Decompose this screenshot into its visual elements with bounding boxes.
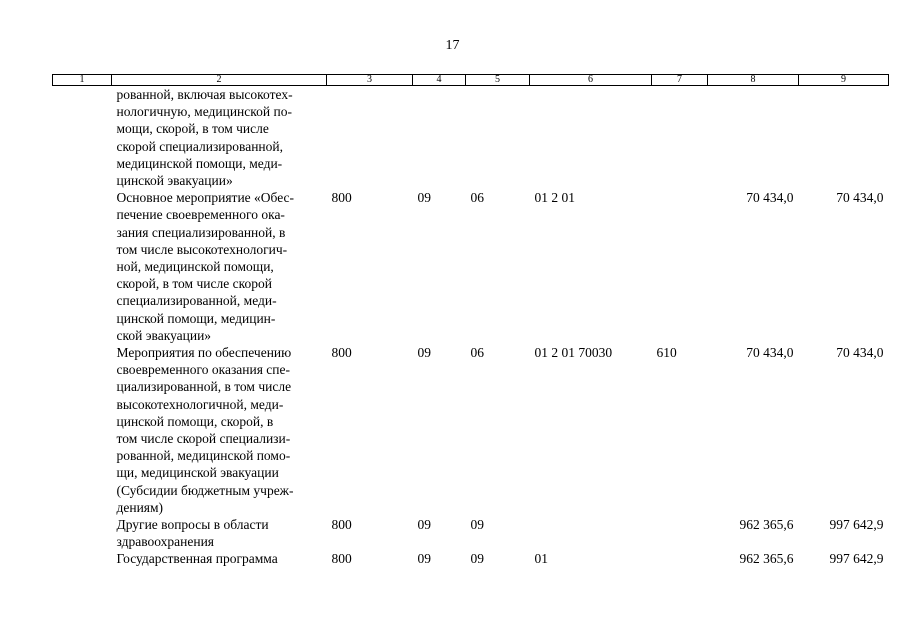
item-name-cell <box>112 344 327 516</box>
amount-year1-cell: 962 365,6 <box>739 551 794 567</box>
subsection-cell: 06 <box>470 190 484 206</box>
amount-year2-cell: 997 642,9 <box>829 551 884 567</box>
item-name-cell <box>112 86 327 190</box>
item-name-line: том числе скорой специализи- <box>116 431 291 447</box>
amount-year2-cell: 70 434,0 <box>836 190 884 206</box>
item-name-line: рованной, медицинской помо- <box>116 448 291 464</box>
item-name-line: цинской помощи, медицин- <box>116 310 276 326</box>
section-cell: 09 <box>417 551 431 567</box>
target-article-cell <box>530 516 652 550</box>
row-number-cell <box>53 344 112 516</box>
row-number-cell <box>53 86 112 190</box>
item-name-line: специализированной, меди- <box>116 293 277 309</box>
item-name-line: своевременного оказания спе- <box>116 362 291 378</box>
table-row <box>53 189 889 344</box>
ministry-code-cell: 800 <box>331 345 352 361</box>
header-cell: 7 <box>652 75 708 86</box>
item-name-line: ной, медицинской помощи, <box>116 259 274 275</box>
item-name-line: скорой, в том числе скорой <box>116 276 272 292</box>
amount-year1-cell: 70 434,0 <box>746 345 794 361</box>
header-cell: 1 <box>53 75 112 86</box>
item-name-line: цинской эвакуации» <box>116 173 233 189</box>
subsection-cell <box>466 86 530 190</box>
table-row <box>53 516 889 550</box>
table-header <box>53 75 889 86</box>
amount-year1-cell <box>708 86 799 190</box>
ministry-code-cell: 800 <box>331 551 352 567</box>
header-row <box>53 75 889 86</box>
subsection-cell: 09 <box>470 517 484 533</box>
item-name-line: дениям) <box>116 499 164 515</box>
item-name-cell <box>112 550 327 567</box>
item-name-line: ской эвакуации» <box>116 327 212 343</box>
ministry-code-cell: 800 <box>331 517 352 533</box>
amount-year2-cell: 997 642,9 <box>829 517 884 533</box>
amount-year2-cell: 70 434,0 <box>836 345 884 361</box>
target-article-cell: 01 2 01 <box>534 190 575 206</box>
section-cell: 09 <box>417 345 431 361</box>
table-row <box>53 86 889 190</box>
amount-year2-cell <box>799 86 889 190</box>
amount-year1-cell: 962 365,6 <box>739 517 794 533</box>
item-name-line: нологичную, медицинской по- <box>116 104 292 120</box>
item-name-line: циализированной, в том числе <box>116 379 292 395</box>
item-name-line: Мероприятия по обеспечению <box>116 345 292 361</box>
amount-year1-cell: 70 434,0 <box>746 190 794 206</box>
item-name-line: здравоохранения <box>116 534 215 550</box>
header-cell: 2 <box>112 75 327 86</box>
item-name-line: мощи, скорой, в том числе <box>116 121 269 137</box>
ministry-code-cell: 800 <box>331 190 352 206</box>
expense-type-cell <box>652 550 708 567</box>
row-number-cell <box>53 550 112 567</box>
item-name-line: щи, медицинской эвакуации <box>116 465 279 481</box>
item-name-line: скорой специализированной, <box>116 138 283 154</box>
table-row <box>53 550 889 567</box>
item-name-line: Государственная программа <box>116 551 278 567</box>
header-cell: 4 <box>413 75 466 86</box>
row-number-cell <box>53 189 112 344</box>
item-name-line: медицинской помощи, меди- <box>116 155 283 171</box>
table-row <box>53 344 889 516</box>
subsection-cell: 06 <box>470 345 484 361</box>
item-name-line: печение своевременного ока- <box>116 207 285 223</box>
expense-type-cell: 610 <box>656 345 677 361</box>
ministry-code-cell <box>327 86 413 190</box>
header-cell: 8 <box>708 75 799 86</box>
item-name-line: цинской помощи, скорой, в <box>116 413 274 429</box>
row-number-cell <box>53 516 112 550</box>
item-name-line: высокотехнологичной, меди- <box>116 396 284 412</box>
page-number: 17 <box>445 38 460 53</box>
item-name-cell <box>112 189 327 344</box>
header-cell: 6 <box>530 75 652 86</box>
target-article-cell: 01 2 01 70030 <box>534 345 613 361</box>
budget-table <box>52 74 889 568</box>
target-article-cell <box>530 86 652 190</box>
section-cell: 09 <box>417 517 431 533</box>
item-name-line: Другие вопросы в области <box>116 517 269 533</box>
item-name-line: (Субсидии бюджетным учреж- <box>116 482 294 498</box>
header-cell: 3 <box>327 75 413 86</box>
item-name-line: Основное мероприятие «Обес- <box>116 190 295 206</box>
expense-type-cell <box>652 86 708 190</box>
target-article-cell: 01 <box>534 551 548 567</box>
expense-type-cell <box>652 189 708 344</box>
header-cell: 9 <box>799 75 889 86</box>
header-cell: 5 <box>466 75 530 86</box>
item-name-line: зания специализированной, в <box>116 224 286 240</box>
table-body <box>53 86 889 568</box>
expense-type-cell <box>652 516 708 550</box>
item-name-cell <box>112 516 327 550</box>
section-cell <box>413 86 466 190</box>
section-cell: 09 <box>417 190 431 206</box>
item-name-line: том числе высокотехнологич- <box>116 241 288 257</box>
item-name-line: рованной, включая высокотех- <box>116 87 293 102</box>
subsection-cell: 09 <box>470 551 484 567</box>
